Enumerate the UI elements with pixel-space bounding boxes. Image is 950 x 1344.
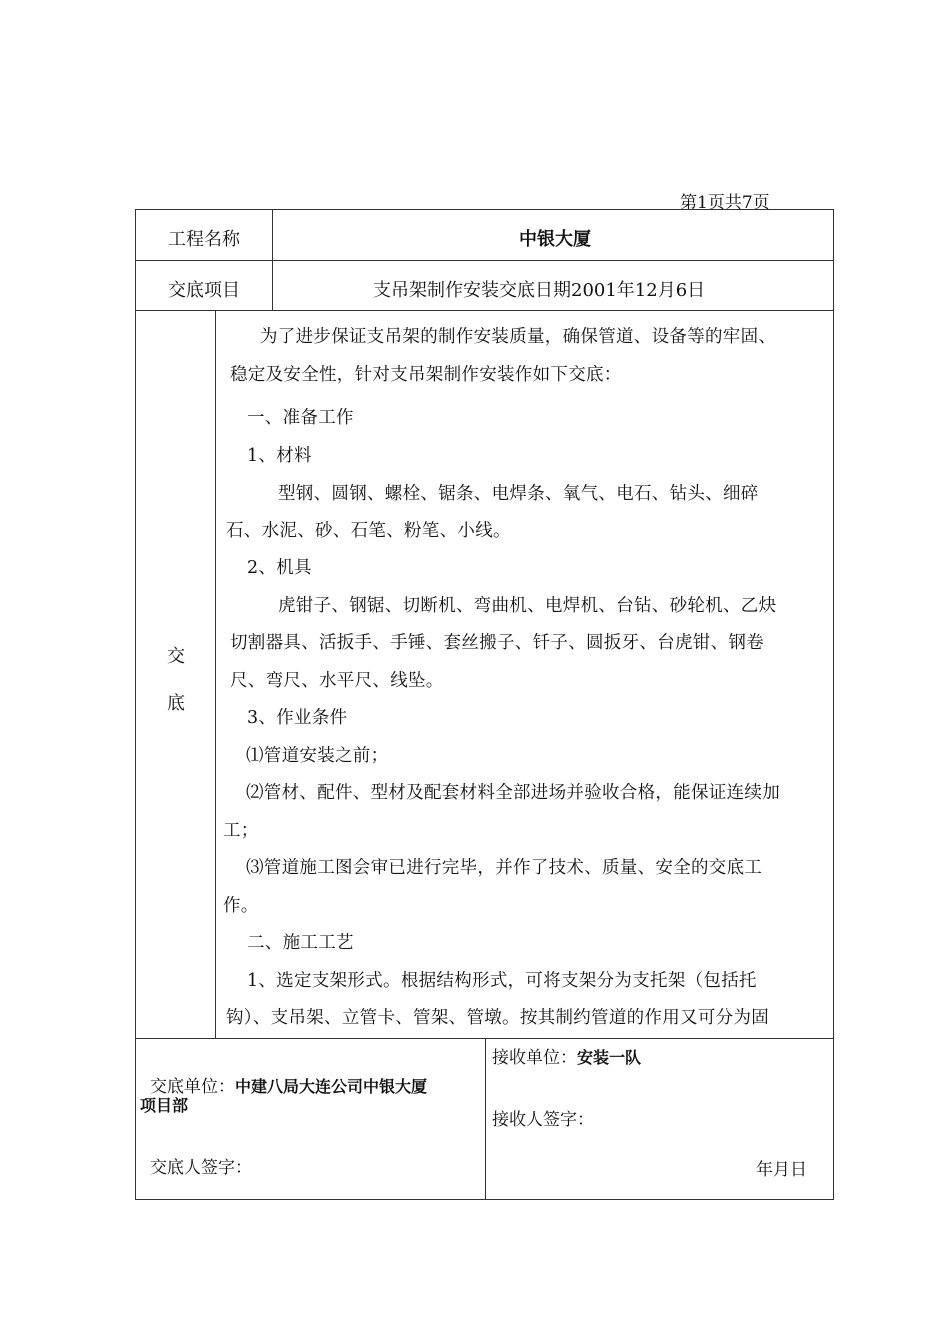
section-heading: 一、准备工作	[247, 408, 354, 428]
subsection-heading: 1、材料	[247, 446, 312, 466]
subsection-heading: 2、机具	[247, 558, 312, 578]
body-line: 钩）、支吊架、立管卡、管架、管墩。按其制约管道的作用又可分为固	[226, 1008, 770, 1028]
project-name-label: 工程名称	[168, 229, 240, 250]
column-divider	[485, 1038, 486, 1199]
body-line: 工；	[223, 821, 259, 841]
side-label-char: 交	[167, 646, 185, 667]
section-heading: 二、施工工艺	[247, 933, 354, 953]
body-line: 为了进步保证支吊架的制作安装质量，确保管道、设备等的牢固、	[260, 327, 777, 347]
date-label: 年月日	[756, 1160, 807, 1180]
subsection-heading: 3、作业条件	[247, 708, 348, 728]
body-line: ⑶管道施工图会审已进行完毕，并作了技术、质量、安全的交底工	[246, 858, 763, 878]
body-line: 1、选定支架形式。根据结构形式，可将支架分为支托架（包括托	[247, 971, 757, 991]
issuer-unit	[150, 1072, 427, 1097]
body-line: ⑴管道安装之前；	[246, 746, 389, 766]
item-label: 交底项目	[168, 280, 240, 301]
receiver-unit	[492, 1043, 641, 1068]
column-divider	[215, 310, 216, 1038]
side-label-char: 底	[167, 693, 185, 714]
disclosure-table	[135, 209, 834, 1200]
body-line: 稳定及安全性，针对支吊架制作安装作如下交底：	[230, 365, 622, 385]
receiver-label: 接收单位：	[492, 1048, 577, 1068]
row-divider	[136, 310, 833, 311]
column-divider	[272, 210, 273, 310]
body-line: 虎钳子、钢锯、切断机、弯曲机、电焊机、台钻、砂轮机、乙炔	[278, 596, 777, 616]
body-line: 尺、弯尺、水平尺、线坠。	[230, 671, 444, 691]
row-divider	[136, 260, 833, 261]
item-value: 支吊架制作安装交底日期2001年12月6日	[373, 280, 706, 301]
page-number: 第1页共7页	[680, 193, 770, 213]
issuer-signature-label: 交底人签字：	[150, 1158, 252, 1178]
project-name-value: 中银大厦	[519, 229, 591, 250]
body-line: 作。	[223, 896, 259, 916]
body-line: 型钢、圆钢、螺栓、锯条、电焊条、氧气、电石、钻头、细碎	[278, 484, 759, 504]
receiver-signature-label: 接收人签字：	[492, 1110, 594, 1130]
receiver-value: 安装一队	[577, 1048, 642, 1067]
issuer-label: 交底单位：	[150, 1077, 235, 1097]
body-line: ⑵管材、配件、型材及配套材料全部进场并验收合格，能保证连续加	[246, 783, 780, 803]
body-line: 切割器具、活扳手、手锤、套丝搬子、钎子、圆扳牙、台虎钳、钢卷	[230, 633, 764, 653]
issuer-value-continued: 项目部	[140, 1096, 189, 1115]
body-line: 石、水泥、砂、石笔、粉笔、小线。	[226, 521, 511, 541]
issuer-value: 中建八局大连公司中银大厦	[235, 1077, 428, 1096]
